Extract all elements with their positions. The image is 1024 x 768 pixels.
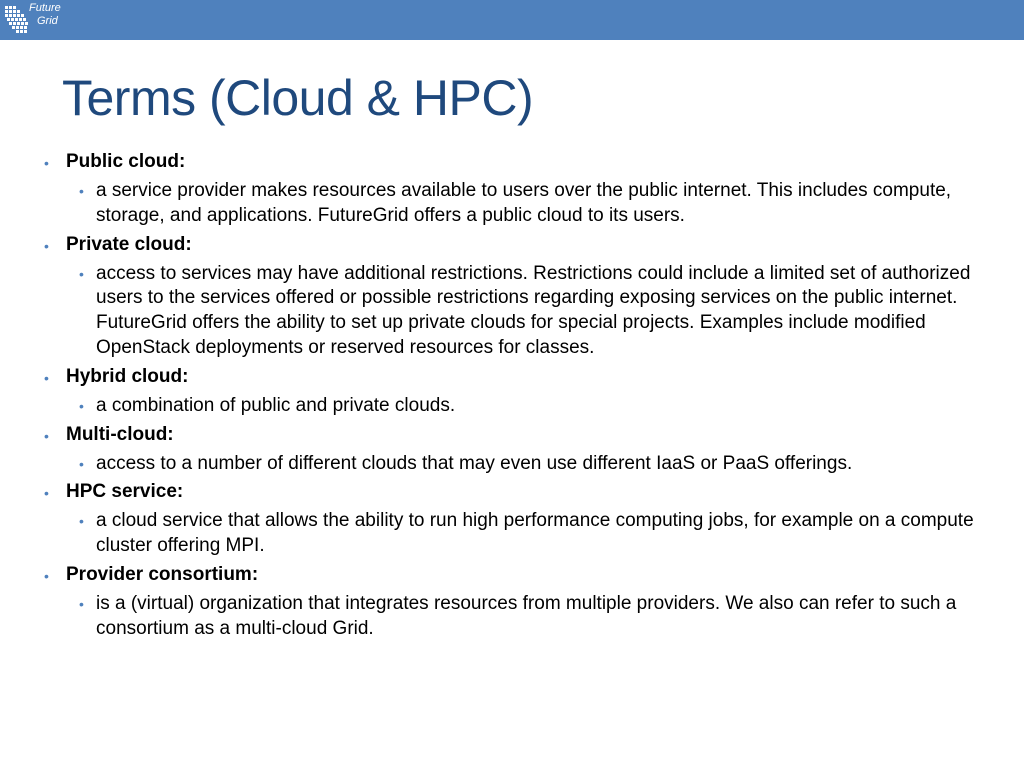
bullet-icon: • — [44, 155, 49, 171]
term-name: HPC service: — [66, 481, 184, 503]
term-name: Hybrid cloud: — [66, 365, 189, 387]
term-definitions — [66, 394, 994, 419]
term-definition — [66, 592, 994, 642]
term-item — [44, 480, 994, 559]
sub-bullet-icon: • — [79, 595, 84, 612]
futuregrid-logo — [4, 1, 64, 39]
term-definitions — [66, 592, 994, 642]
term-name: Public cloud: — [66, 151, 186, 172]
term-item — [44, 563, 994, 642]
term-definition — [66, 179, 994, 229]
term-definition — [66, 509, 994, 559]
sub-bullet-icon: • — [79, 183, 84, 199]
bullet-icon: • — [44, 369, 49, 386]
term-definitions — [66, 452, 994, 477]
term-item — [44, 423, 994, 477]
term-item — [44, 233, 994, 361]
definition-text: access to a number of different clouds that may even use different IaaS or PaaS offerings. — [96, 452, 853, 474]
sub-bullet-icon: • — [79, 265, 84, 282]
definition-text: a cloud service that allows the ability to run high performance computing jobs, for example on a compute cluster offering MPI. — [96, 510, 974, 557]
term-definitions — [66, 509, 994, 559]
sub-bullet-icon: • — [79, 513, 84, 530]
definition-text: a combination of public and private clouds. — [96, 394, 456, 416]
header-bar — [0, 0, 1024, 40]
term-name: Multi-cloud: — [66, 423, 174, 445]
bullet-icon: • — [44, 567, 49, 584]
bullet-icon: • — [44, 485, 49, 502]
sub-bullet-icon: • — [79, 397, 84, 414]
bullet-icon: • — [44, 237, 49, 254]
logo-text-grid: Grid — [37, 15, 58, 27]
definition-text: is a (virtual) organization that integrates resources from multiple providers. We also can refer to such a consortium as a multi-cloud Grid. — [96, 592, 957, 639]
term-definitions — [66, 179, 994, 229]
term-item — [44, 365, 994, 419]
definition-text: access to services may have additional restrictions. Restrictions could include a limited set of authorized users to the services offered or possible restrictions regarding exposing services on the public internet. FutureGrid offers the ability to set up private clouds for special projects. Examples include modified OpenStack deployments or reserved resources for classes. — [96, 262, 971, 358]
slide-title: Terms (Cloud & HPC) — [62, 70, 534, 126]
bullet-icon: • — [44, 427, 49, 444]
terms-list — [44, 150, 994, 646]
term-name: Private cloud: — [66, 233, 192, 255]
term-definition — [66, 452, 994, 477]
logo-text-future: Future — [29, 2, 61, 14]
term-name: Provider consortium: — [66, 563, 259, 585]
definition-text: a service provider makes resources available to users over the public internet. This includes compute, storage, and applications. FutureGrid offers a public cloud to its users. — [96, 180, 952, 226]
term-item — [44, 150, 994, 229]
sub-bullet-icon: • — [79, 455, 84, 472]
term-definitions — [66, 262, 994, 361]
term-definition — [66, 262, 994, 361]
term-definition — [66, 394, 994, 419]
